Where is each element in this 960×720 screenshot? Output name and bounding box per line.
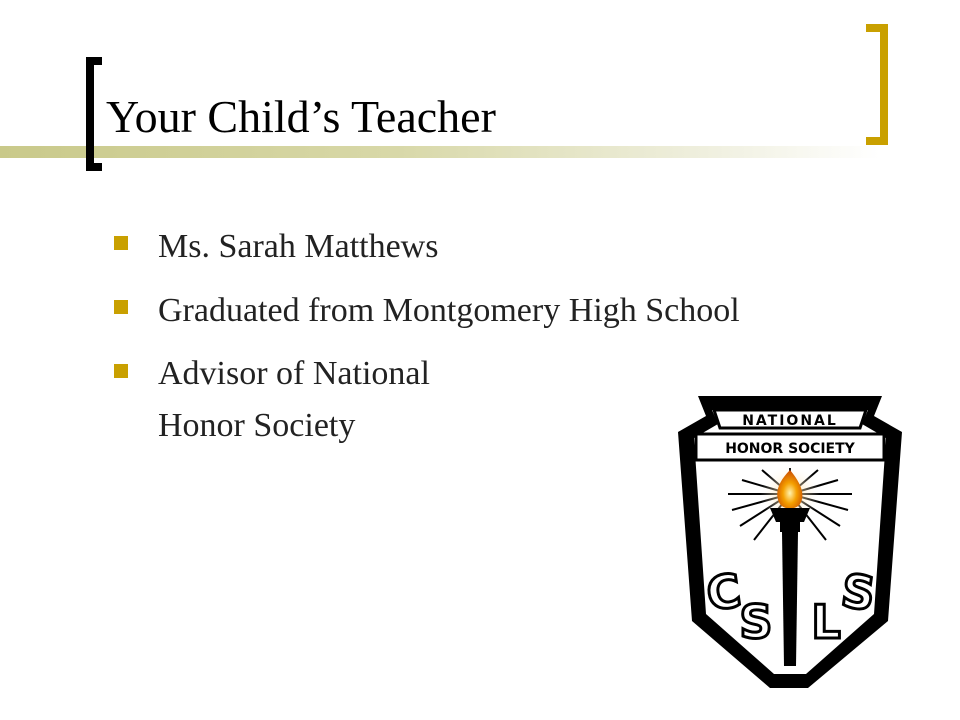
bullet-marker-icon <box>114 364 128 378</box>
title-rule <box>0 146 880 158</box>
bullet-text: Advisor of National Honor Society <box>158 355 430 444</box>
emblem-letter: S <box>838 563 879 622</box>
bullet-text: Graduated from Montgomery High School <box>158 292 740 329</box>
slide-title: Your Child’s Teacher <box>106 91 496 142</box>
bullet-marker-icon <box>114 236 128 250</box>
bullet-marker-icon <box>114 300 128 314</box>
bullet-list <box>114 220 740 462</box>
emblem-letter: C <box>703 563 745 622</box>
title-bracket-left <box>86 57 102 171</box>
bullet-item <box>114 348 740 452</box>
bullet-item <box>114 220 740 274</box>
title-bracket-right <box>866 24 888 145</box>
bullet-text: Ms. Sarah Matthews <box>158 228 439 265</box>
emblem-top-text: NATIONAL <box>742 413 838 429</box>
emblem-letter: L <box>811 595 841 649</box>
emblem-letter: S <box>739 595 773 649</box>
emblem-mid-text: HONOR SOCIETY <box>725 441 855 457</box>
nhs-emblem-icon <box>650 376 930 696</box>
bullet-item <box>114 284 740 338</box>
